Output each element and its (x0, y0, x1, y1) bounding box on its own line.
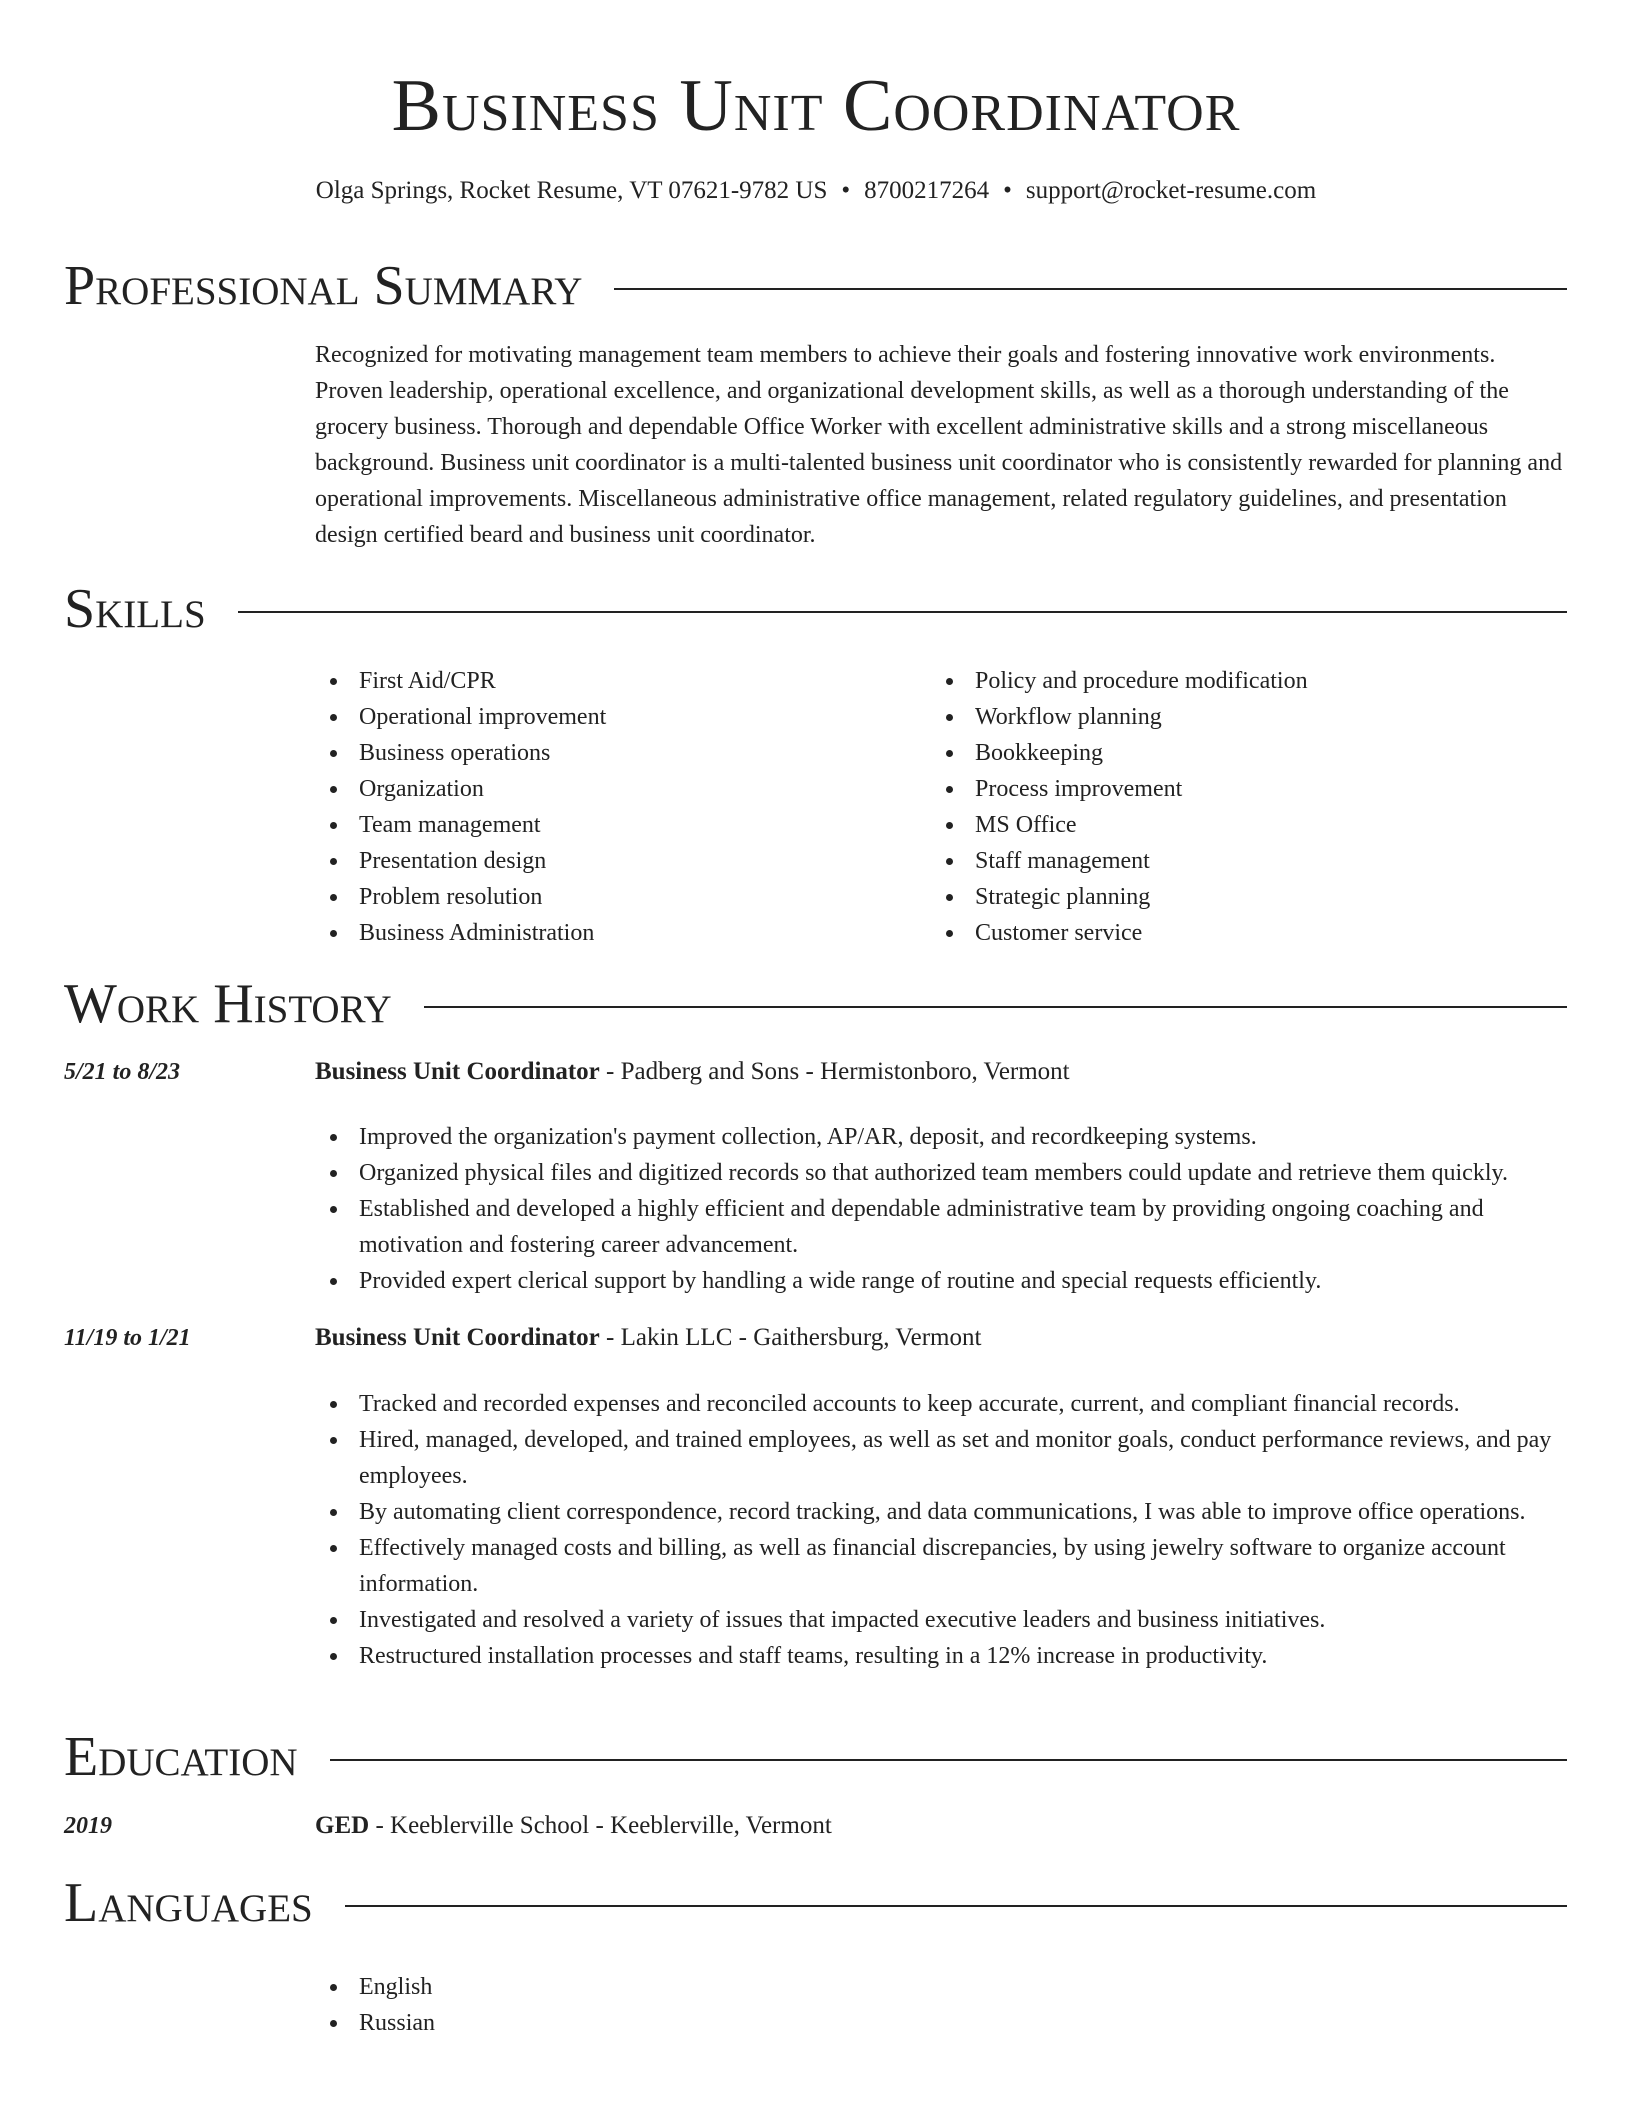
job-title: Business Unit Coordinator (315, 1324, 600, 1351)
section-divider (345, 1905, 1567, 1907)
summary-section-title: Professional Summary (64, 255, 583, 317)
job-heading (315, 1320, 981, 1356)
job-bullets (315, 1119, 1568, 1299)
education-section-title: Education (64, 1726, 298, 1788)
skill-item: Customer service (931, 915, 1551, 951)
summary-section-header (64, 251, 1567, 321)
skill-item: Organization (315, 771, 915, 807)
skill-item: Process improvement (931, 771, 1551, 807)
job-bullet: Provided expert clerical support by handling a wide range of routine and special requests efficiently. (315, 1263, 1568, 1299)
education-year: 2019 (64, 1813, 112, 1839)
skill-item: Business operations (315, 735, 915, 771)
job-dates: 11/19 to 1/21 (64, 1325, 191, 1351)
job-bullet: Organized physical files and digitized records so that authorized team members could update and retrieve them quickly. (315, 1155, 1568, 1191)
languages-section-header (64, 1868, 1567, 1938)
languages-section-title: Languages (64, 1872, 313, 1934)
education-degree: GED (315, 1812, 370, 1839)
work-section-header (64, 969, 1567, 1039)
skill-item: Presentation design (315, 843, 915, 879)
contact-line (0, 174, 1632, 208)
education-school-location: - Keeblerville School - Keeblerville, Vermont (369, 1812, 832, 1839)
job-employer-location: - Padberg and Sons - Hermistonboro, Vermont (599, 1058, 1070, 1085)
skills-section-title: Skills (64, 578, 206, 640)
job-bullet: By automating client correspondence, record tracking, and data communications, I was able to improve office operations. (315, 1494, 1568, 1530)
skill-item: First Aid/CPR (315, 663, 915, 699)
language-item: English (315, 1969, 435, 2005)
education-section-header (64, 1722, 1567, 1792)
education-heading (315, 1808, 832, 1844)
skill-item: Operational improvement (315, 699, 915, 735)
job-bullet: Hired, managed, developed, and trained employees, as well as set and monitor goals, conduct performance reviews, and pay employees. (315, 1422, 1568, 1494)
work-section-title: Work History (64, 973, 392, 1035)
contact-separator: • (841, 177, 851, 204)
skill-item: Problem resolution (315, 879, 915, 915)
resume-name: Business Unit Coordinator (391, 65, 1241, 147)
job-bullet: Tracked and recorded expenses and reconciled accounts to keep accurate, current, and compliant financial records. (315, 1386, 1568, 1422)
skill-item: MS Office (931, 807, 1551, 843)
skill-item: Team management (315, 807, 915, 843)
summary-text: Recognized for motivating management team members to achieve their goals and fostering innovative work environments. Proven leadership, operational excellence, and organizational development skills, as well as a thorough understanding of the grocery business. Thorough and dependable Office Worker with excellent administrative skills and a strong miscellaneous background. Business unit coordinator is a multi-talented business unit coordinator who is consistently rewarded for planning and operational improvements. Miscellaneous administrative office management, related regulatory guidelines, and presentation design certified beard and business unit coordinator. (315, 342, 1563, 548)
skill-item: Workflow planning (931, 699, 1551, 735)
skills-section-header (64, 574, 1567, 644)
job-employer-location: - Lakin LLC - Gaithersburg, Vermont (599, 1324, 982, 1351)
section-divider (614, 288, 1567, 290)
contact-phone: 8700217264 (864, 177, 990, 204)
contact-email: support@rocket-resume.com (1025, 177, 1317, 204)
skill-item: Strategic planning (931, 879, 1551, 915)
skill-item: Bookkeeping (931, 735, 1551, 771)
skill-item: Staff management (931, 843, 1551, 879)
contact-separator: • (1003, 177, 1012, 204)
job-bullet: Improved the organization's payment collection, AP/AR, deposit, and recordkeeping systems. (315, 1119, 1568, 1155)
job-dates: 5/21 to 8/23 (64, 1059, 181, 1085)
job-title: Business Unit Coordinator (315, 1058, 600, 1085)
job-bullet: Effectively managed costs and billing, as well as financial discrepancies, by using jewelry software to organize account information. (315, 1530, 1568, 1602)
section-divider (330, 1759, 1567, 1761)
job-bullets (315, 1386, 1568, 1674)
contact-address: Olga Springs, Rocket Resume, VT 07621-9782 US (315, 177, 828, 204)
job-bullet: Restructured installation processes and staff teams, resulting in a 12% increase in productivity. (315, 1638, 1568, 1674)
job-heading (315, 1054, 1070, 1090)
skills-list-left (315, 663, 915, 951)
section-divider (238, 611, 1567, 613)
job-bullet: Investigated and resolved a variety of issues that impacted executive leaders and business initiatives. (315, 1602, 1568, 1638)
job-bullet: Established and developed a highly efficient and dependable administrative team by providing ongoing coaching and motivation and fostering career advancement. (315, 1191, 1568, 1263)
section-divider (424, 1006, 1567, 1008)
skill-item: Business Administration (315, 915, 915, 951)
language-item: Russian (315, 2005, 435, 2041)
languages-list (315, 1969, 435, 2041)
skill-item: Policy and procedure modification (931, 663, 1551, 699)
skills-list-right (931, 663, 1551, 951)
